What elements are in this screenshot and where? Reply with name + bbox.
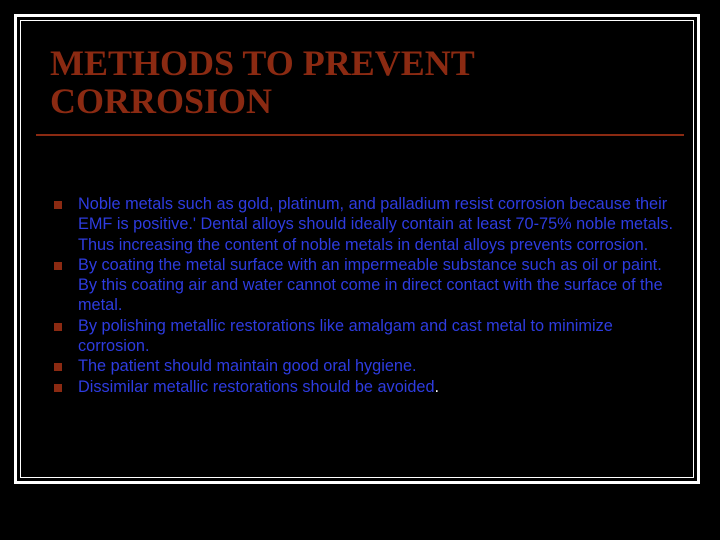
- bullet-item: [54, 316, 680, 357]
- slide-title-line-1: METHODS TO PREVENT: [50, 43, 475, 83]
- bullet-text: The patient should maintain good oral hygiene.: [78, 357, 417, 376]
- slide-title: [50, 44, 680, 120]
- bullet-text-period: .: [434, 377, 440, 396]
- bullet-item: [54, 356, 680, 376]
- bullet-list: [54, 194, 680, 397]
- square-bullet-icon: [54, 262, 62, 270]
- title-divider: [36, 134, 684, 136]
- bullet-text: By coating the metal surface with an impermeable substance such as oil or paint. By this coating air and water cannot come in direct contact with the surface of the metal.: [78, 255, 663, 315]
- bullet-item: [54, 194, 680, 255]
- square-bullet-icon: [54, 384, 62, 392]
- bullet-text: Dissimilar metallic restorations should be avoided: [78, 377, 435, 396]
- bullet-text: By polishing metallic restorations like amalgam and cast metal to minimize corrosion.: [78, 316, 613, 356]
- square-bullet-icon: [54, 363, 62, 371]
- slide-title-line-2: CORROSION: [50, 81, 273, 121]
- square-bullet-icon: [54, 201, 62, 209]
- bullet-item: [54, 255, 680, 316]
- bullet-text: Noble metals such as gold, platinum, and palladium resist corrosion because their EMF is positive.' Dental alloys should ideally contain at least 70-75% noble metals. Thus increasing the content of noble metals in dental alloys prevents corrosion.: [78, 195, 673, 254]
- square-bullet-icon: [54, 323, 62, 331]
- bullet-item: [54, 377, 680, 397]
